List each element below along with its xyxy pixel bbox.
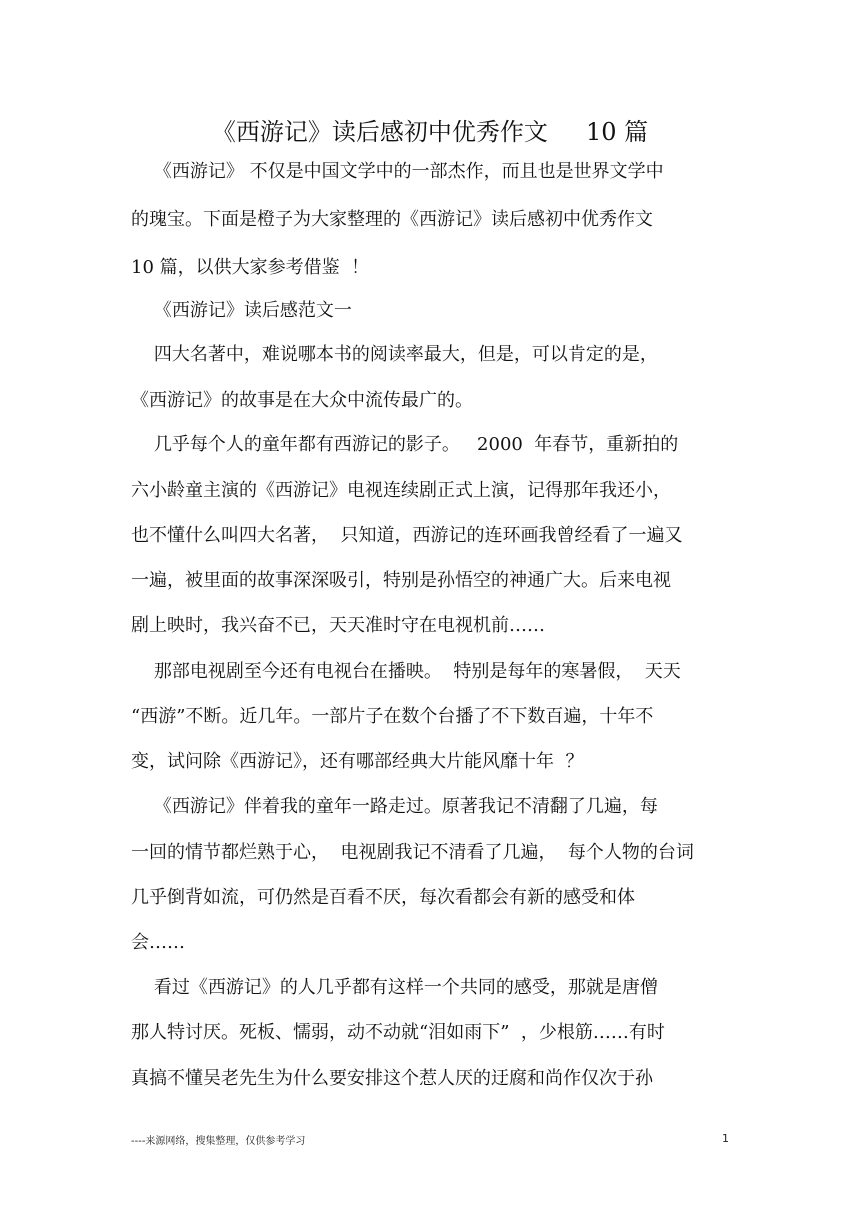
text-line: 四大名著中，难说哪本书的阅读率最大，但是，可以肯定的是，	[131, 344, 658, 365]
section-heading: 《西游记》读后感范文一	[131, 300, 352, 321]
text-line: 10 篇，以供大家参考借鉴 ！	[131, 257, 370, 278]
text-line: 一回的情节都烂熟于心， 电视剧我记不清看了几遍， 每个人物的台词	[131, 842, 694, 863]
text-line: 六小龄童主演的《西游记》电视连续剧正式上演，记得那年我还小，	[131, 480, 671, 501]
text-line: 那部电视剧至今还有电视台在播映。 特别是每年的寒暑假， 天天	[131, 661, 681, 682]
text-line: 剧上映时，我兴奋不已，天天准时守在电视机前……	[131, 615, 545, 636]
text-line: 也不懂什么叫四大名著， 只知道，西游记的连环画我曾经看了一遍又	[131, 525, 683, 546]
text-line: 变，试问除《西游记》，还有哪部经典大片能风靡十年 ？	[131, 751, 584, 772]
text-line: 几乎每个人的童年都有西游记的影子。 2000 年春节，重新拍的	[131, 434, 679, 455]
text-line: 几乎倒背如流，可仍然是百看不厌，每次看都会有新的感受和体	[131, 887, 635, 908]
text-line: 会……	[131, 932, 185, 953]
footer-source-note: ----来源网络，搜集整理，仅供参考学习	[131, 1136, 306, 1147]
document-title: 《西游记》读后感初中优秀作文 10 篇	[211, 118, 649, 146]
text-line: 一遍，被里面的故事深深吸引，特别是孙悟空的神通广大。后来电视	[131, 570, 671, 591]
text-line: 真搞不懂吴老先生为什么要安排这个惹人厌的迂腐和尚作仅次于孙	[131, 1068, 653, 1089]
text-line: 看过《西游记》的人几乎都有这样一个共同的感受，那就是唐僧	[131, 977, 658, 998]
text-line: 《西游记》 不仅是中国文学中的一部杰作，而且也是世界文学中	[131, 161, 664, 182]
text-line: 《西游记》伴着我的童年一路走过。原著我记不清翻了几遍，每	[131, 796, 658, 817]
text-line: “西游”不断。近几年。一部片子在数个台播了不下数百遍，十年不	[131, 706, 654, 727]
text-line: 那人特讨厌。死板、懦弱，动不动就“泪如雨下” ，少根筋……有时	[131, 1022, 665, 1043]
text-line: 《西游记》的故事是在大众中流传最广的。	[131, 390, 473, 411]
page-number: 1	[722, 1132, 729, 1145]
text-line: 的瑰宝。下面是橙子为大家整理的《西游记》读后感初中优秀作文	[131, 209, 653, 230]
